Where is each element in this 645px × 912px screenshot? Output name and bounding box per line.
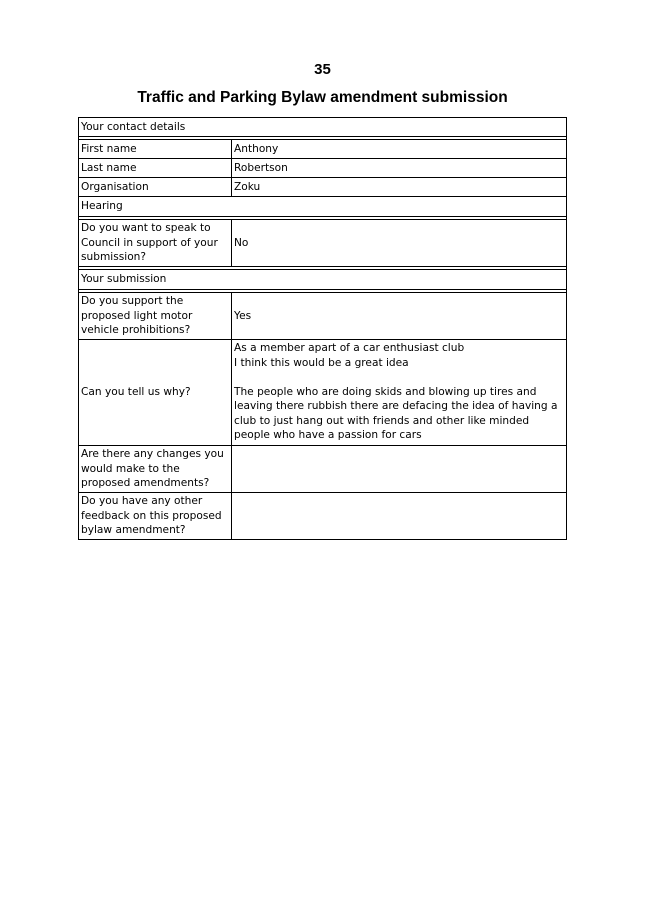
why-answer-line: I think this would be a great idea bbox=[234, 356, 409, 369]
last-name-value: Robertson bbox=[234, 161, 288, 174]
table-row-last-name bbox=[78, 159, 567, 178]
table-row-why bbox=[78, 340, 567, 446]
why-answer-paragraph: The people who are doing skids and blowing up tires and leaving there rubbish there are defacing the idea of having a club to just hang out with friends and other like minded people who have a passion for cars bbox=[234, 385, 558, 441]
table-row-changes bbox=[78, 446, 567, 493]
page-number: 35 bbox=[314, 61, 331, 78]
section-header-hearing bbox=[78, 197, 567, 217]
support-answer: Yes bbox=[234, 309, 252, 322]
organisation-value: Zoku bbox=[234, 180, 261, 193]
support-question: Do you support the proposed light motor vehicle prohibitions? bbox=[79, 293, 232, 339]
section-label: Hearing bbox=[81, 200, 123, 213]
first-name-value: Anthony bbox=[234, 142, 279, 155]
table-row-first-name bbox=[78, 140, 567, 159]
speak-question: Do you want to speak to Council in support of your submission? bbox=[79, 220, 232, 266]
page-title: Traffic and Parking Bylaw amendment submission bbox=[137, 89, 508, 106]
changes-question: Are there any changes you would make to the proposed amendments? bbox=[79, 446, 232, 492]
table-row-speak bbox=[78, 220, 567, 267]
table-row-organisation bbox=[78, 178, 567, 197]
speak-answer: No bbox=[234, 236, 249, 249]
why-answer bbox=[232, 340, 566, 445]
last-name-label: Last name bbox=[79, 159, 232, 177]
why-question: Can you tell us why? bbox=[79, 340, 232, 445]
table-row-support bbox=[78, 293, 567, 340]
section-label: Your contact details bbox=[81, 120, 186, 133]
organisation-label: Organisation bbox=[79, 178, 232, 196]
first-name-label: First name bbox=[79, 140, 232, 158]
feedback-question: Do you have any other feedback on this proposed bylaw amendment? bbox=[79, 493, 232, 539]
changes-answer bbox=[232, 446, 566, 492]
section-header-contact bbox=[78, 117, 567, 137]
feedback-answer bbox=[232, 493, 566, 539]
why-answer-line: As a member apart of a car enthusiast club bbox=[234, 342, 465, 354]
submission-form bbox=[78, 117, 567, 540]
table-row-feedback bbox=[78, 493, 567, 540]
section-header-submission bbox=[78, 270, 567, 290]
section-label: Your submission bbox=[81, 273, 167, 286]
